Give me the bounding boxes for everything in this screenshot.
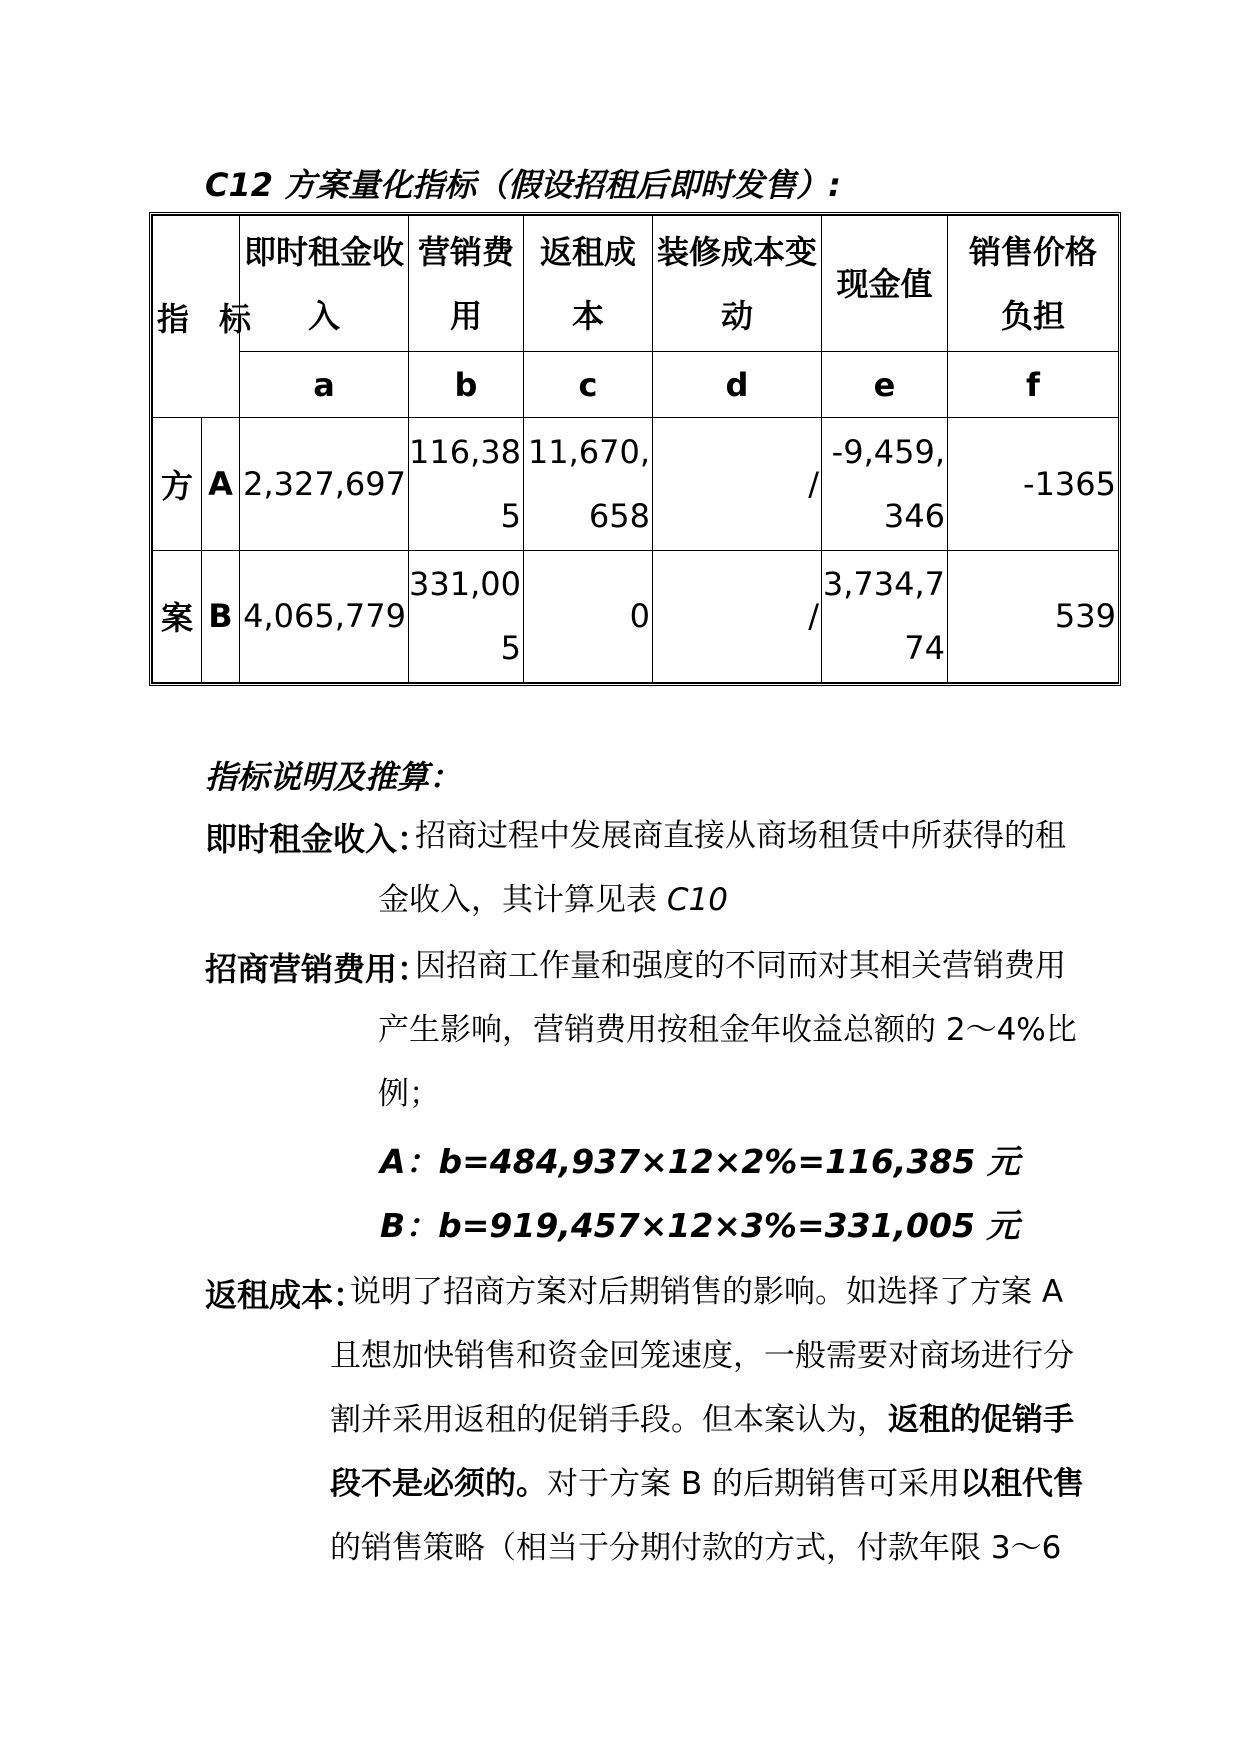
letter-b: b — [409, 352, 524, 418]
header-cash-value: 现金值 — [822, 216, 948, 352]
group-label-top: 方 — [153, 418, 202, 550]
group-label-bottom: 案 — [153, 550, 202, 682]
cell-b-a: 4,065,779 — [240, 550, 409, 682]
cell-b-e: 3,734,7 74 — [822, 550, 948, 682]
cell-a-b: 116,38 5 — [409, 418, 524, 550]
header-price-burden: 销售价格 负担 — [948, 216, 1119, 352]
desc-marketing-cont: 产生影响，营销费用按租金年收益总额的 2～4%比 例； — [378, 1012, 1077, 1112]
cell-b-f: 539 — [948, 550, 1119, 682]
metrics-table — [149, 212, 1121, 686]
page-title: C12 方案量化指标（假设招租后即时发售）: — [205, 166, 841, 204]
header-renovation-change: 装修成本变 动 — [653, 216, 822, 352]
cell-b-b: 331,00 5 — [409, 550, 524, 682]
cell-a-c: 11,670, 658 — [524, 418, 653, 550]
cell-b-d: / — [653, 550, 822, 682]
desc-leaseback: 说明了招商方案对后期销售的影响。如选择了方案 A — [350, 1274, 1064, 1310]
table-row — [153, 550, 1119, 682]
letter-a: a — [240, 352, 409, 418]
cell-a-e: -9,459, 346 — [822, 418, 948, 550]
cell-a-d: / — [653, 418, 822, 550]
formula-b: B：b=919,457×12×3%=331,005 元 — [380, 1206, 1020, 1245]
desc-rent-income-cont: 金收入，其计算见表 C10 — [378, 882, 728, 918]
letter-c: c — [524, 352, 653, 418]
term-rent-income: 即时租金收入： — [205, 820, 430, 858]
desc-leaseback-cont: 且想加快销售和资金回笼速度，一般需要对商场进行分 割并采用返租的促销手段。但本案认为，返租的促销手 段不是必须的。对于方案 B 的后期销售可采用以租代售 的销售策略（相当于分期付款的方式，付款年限 3～6 — [330, 1338, 1084, 1566]
cell-a-a: 2,327,697 — [240, 418, 409, 550]
term-leaseback: 返租成本： — [205, 1276, 366, 1314]
letter-f: f — [948, 352, 1119, 418]
cell-b-c: 0 — [524, 550, 653, 682]
corner-header: 指 标 — [153, 216, 240, 418]
cell-a-f: -1365 — [948, 418, 1119, 550]
header-leaseback-cost: 返租成 本 — [524, 216, 653, 352]
letter-d: d — [653, 352, 822, 418]
row-id-a: A — [202, 418, 240, 550]
table-row — [153, 418, 1119, 550]
term-marketing: 招商营销费用： — [205, 950, 430, 988]
row-id-b: B — [202, 550, 240, 682]
header-marketing-cost: 营销费 用 — [409, 216, 524, 352]
section-title: 指标说明及推算： — [205, 758, 462, 796]
letter-e: e — [822, 352, 948, 418]
desc-rent-income: 招商过程中发展商直接从商场租赁中所获得的租 — [415, 818, 1066, 854]
desc-marketing: 因招商工作量和强度的不同而对其相关营销费用 — [415, 948, 1066, 984]
header-rent-income: 即时租金收 入 — [240, 216, 409, 352]
formula-a: A：b=484,937×12×2%=116,385 元 — [380, 1142, 1020, 1181]
